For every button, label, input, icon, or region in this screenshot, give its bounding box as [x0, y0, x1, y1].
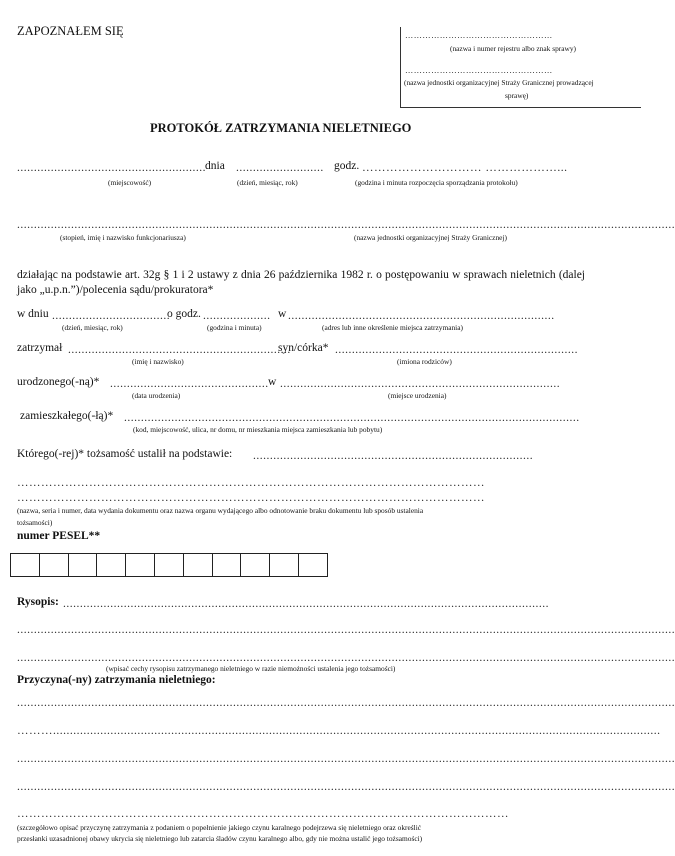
residence-field[interactable]: ....................................................................................................................................... [124, 412, 580, 424]
description-field-b[interactable]: ................................................................................................................................................................................................... [17, 624, 675, 636]
pesel-digit-11[interactable] [298, 553, 328, 577]
birth-date-field[interactable]: ............................................... [110, 378, 269, 390]
registry-number-caption: (nazwa i numer rejestru albo znak sprawy) [450, 44, 576, 53]
zatrzymal-label: zatrzymał [17, 342, 63, 354]
pesel-label: numer PESEL** [17, 530, 101, 542]
dnia-label: dnia [205, 160, 225, 172]
description-label: Rysopis: [17, 596, 59, 608]
pesel-digit-2[interactable] [39, 553, 69, 577]
parents-names-caption: (imiona rodziców) [397, 357, 452, 366]
reasons-field-4[interactable]: ................................................................................................................................................................................................... [17, 781, 675, 793]
pesel-digit-7[interactable] [183, 553, 213, 577]
officer-unit-field[interactable]: ................................................................................................................................................................................................... [17, 219, 675, 231]
description-field-c[interactable]: ................................................................................................................................................................................................... [17, 652, 675, 664]
detention-time-caption: (godzina i minuta) [207, 323, 262, 332]
legal-basis-text: działając na podstawie art. 32g § 1 i 2 ustawy z dnia 26 października 1982 r. o postępowaniu w sprawach nieletnich (dalej jako „u.p.n.”)/polecenia sądu/prokuratora* [17, 269, 585, 296]
pesel-digit-5[interactable] [125, 553, 155, 577]
description-field-a[interactable]: ................................................................................................................................................ [63, 598, 549, 610]
date-caption: (dzień, miesiąc, rok) [237, 178, 298, 187]
minor-name-caption: (imię i nazwisko) [132, 357, 184, 366]
start-time-field[interactable]: ………………………… ………………... [362, 162, 568, 174]
pesel-grid [10, 553, 328, 577]
reasons-caption-a: (szczegółowo opisać przyczynę zatrzymania z podaniem o popełnienie jakiego czynu karalnego podejrzewa się nieletniego oraz określić [17, 823, 422, 832]
registry-number-field[interactable]: …………………………………………… [405, 31, 553, 40]
pesel-digit-3[interactable] [68, 553, 98, 577]
place-field[interactable]: ........................................................ [17, 162, 206, 174]
reasons-caption-b: przesłanki uzasadnionej obawy ukrycia się nieletniego lub zatarcia śladów czynu karalnego albo, gdy nie można ustalić jego tożsamości) [17, 834, 423, 843]
birth-place-caption: (miejsce urodzenia) [388, 391, 447, 400]
detention-place-caption: (adres lub inne określenie miejsca zatrzymania) [322, 323, 463, 332]
unit-caption: (nazwa jednostki organizacyjnej Straży Granicznej) [354, 233, 507, 242]
pesel-digit-8[interactable] [212, 553, 242, 577]
reasons-field-2[interactable]: ……….................................................................................................................................................................................... [17, 725, 661, 737]
place-caption: (miejscowość) [108, 178, 152, 187]
detention-time-field[interactable]: .................... [203, 310, 271, 322]
identity-field-c[interactable]: ……………………………………………………………………………………………………… [17, 492, 485, 504]
residence-label: zamieszkałego(-łą)* [20, 410, 114, 422]
o-godz-label: o godz. [167, 308, 201, 320]
identity-field-a[interactable]: ................................................................................... [253, 450, 534, 462]
identity-caption-a: (nazwa, seria i numer, data wydania dokumentu oraz nazwa organu wydającego albo odnotowanie braku dokumentu lub sposób ustalenia [17, 506, 424, 515]
pesel-digit-10[interactable] [269, 553, 299, 577]
identity-caption-b: tożsamości) [17, 518, 53, 527]
reasons-label: Przyczyna(-ny) zatrzymania nieletniego: [17, 674, 216, 686]
border-guard-unit-caption-a: (nazwa jednostki organizacyjnej Straży Granicznej prowadzącej [404, 78, 594, 87]
w-label: w [278, 308, 287, 320]
start-time-caption: (godzina i minuta rozpoczęcia sporządzania protokołu) [355, 178, 518, 187]
date-field[interactable]: .......................... [236, 162, 324, 174]
identity-field-b[interactable]: ……………………………………………………………………………………………………… [17, 477, 485, 489]
description-caption: (wpisać cechy rysopisu zatrzymanego nieletniego w razie niemożności ustalenia jego tożsamości) [106, 664, 396, 673]
detention-date-caption: (dzień, miesiąc, rok) [62, 323, 123, 332]
son-daughter-label: syn/córka* [278, 342, 329, 354]
residence-caption: (kod, miejscowość, ulica, nr domu, nr mieszkania miejsca zamieszkania lub pobytu) [133, 425, 383, 434]
identity-label: Którego(-rej)* tożsamość ustalił na podstawie: [17, 448, 233, 460]
detention-date-field[interactable]: ................................... [52, 310, 171, 322]
w-dniu-label: w dniu [17, 308, 49, 320]
officer-caption: (stopień, imię i nazwisko funkcjonariusza) [60, 233, 186, 242]
reasons-field-5[interactable]: …………………………………………………………………………………………………………… [17, 808, 509, 820]
minor-name-field[interactable]: .................................................................. [68, 344, 291, 356]
detention-place-field[interactable]: ............................................................................... [288, 310, 555, 322]
reasons-field-3[interactable]: ................................................................................................................................................................................................... [17, 753, 675, 765]
birth-date-caption: (data urodzenia) [132, 391, 181, 400]
parents-names-field[interactable]: ........................................................................ [335, 344, 578, 356]
border-guard-unit-field[interactable]: …………………………………………… [405, 66, 553, 75]
pesel-digit-9[interactable] [240, 553, 270, 577]
pesel-digit-6[interactable] [154, 553, 184, 577]
godz-label: godz. [334, 160, 360, 172]
page-title: PROTOKÓŁ ZATRZYMANIA NIELETNIEGO [150, 121, 412, 135]
border-guard-unit-caption-b: sprawę) [505, 91, 529, 100]
pesel-digit-1[interactable] [10, 553, 40, 577]
pesel-digit-4[interactable] [96, 553, 126, 577]
birth-place-field[interactable]: ................................................................................... [280, 378, 561, 390]
reasons-field-1[interactable]: ................................................................................................................................................................................................... [17, 697, 675, 709]
born-label: urodzonego(-ną)* [17, 376, 100, 388]
birth-w-label: w [268, 376, 277, 388]
acknowledged-label: ZAPOZNAŁEM SIĘ [17, 24, 124, 38]
